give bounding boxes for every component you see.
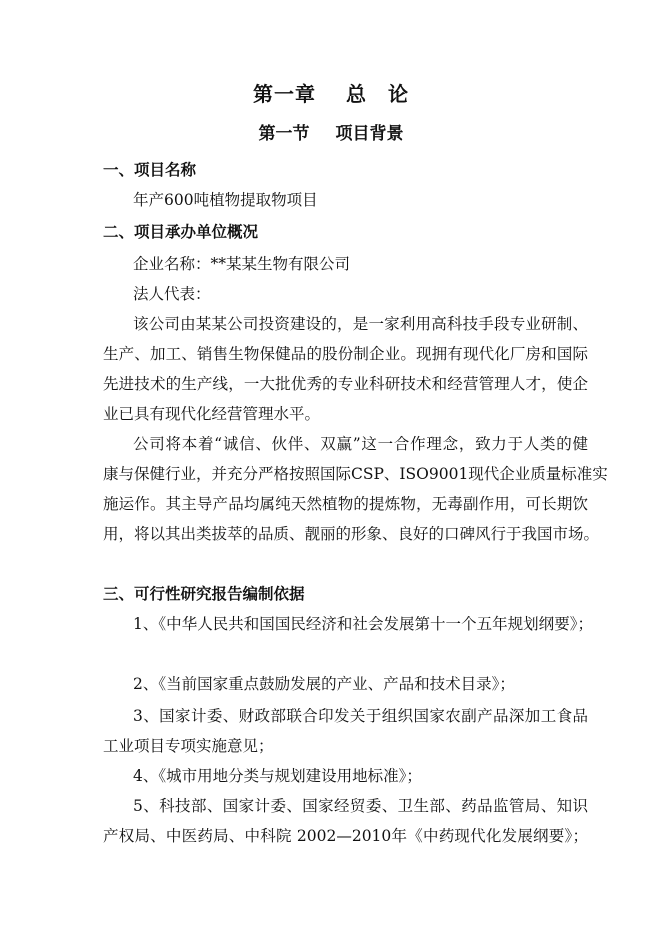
chapter-number: 第一章 — [253, 82, 316, 106]
section-title — [0, 124, 662, 144]
section-name: 项目背景 — [335, 124, 404, 144]
basis-item: 4、《城市用地分类与规划建设用地标准》； — [133, 767, 422, 785]
basis-item: 5、科技部、国家计委、国家经贸委、卫生部、药品监管局、知识 — [133, 797, 588, 815]
para1-line: 先进技术的生产线，一大批优秀的专业科研技术和经营管理人才，使企 — [103, 375, 588, 393]
heading-company-overview: 二、项目承办单位概况 — [103, 222, 259, 241]
para2-line: 用，将以其出类拔萃的品质、靓丽的形象、良好的口碑风行于我国市场。 — [103, 525, 600, 543]
heading-project-name: 一、项目名称 — [103, 160, 197, 179]
basis-item: 1、《中华人民共和国国民经济和社会发展第十一个五年规划纲要》； — [133, 615, 593, 633]
heading-basis: 三、可行性研究报告编制依据 — [103, 584, 305, 603]
chapter-title — [0, 84, 662, 104]
basis-item-continued: 工业项目专项实施意见； — [103, 737, 274, 755]
para1-line: 业已具有现代化经营管理水平。 — [103, 405, 321, 423]
legal-rep-text: 法人代表： — [133, 285, 211, 303]
company-name-text: 企业名称：**某某生物有限公司 — [133, 255, 351, 273]
para2-line: 施运作。其主导产品均属纯天然植物的提炼物，无毒副作用，可长期饮 — [103, 495, 588, 513]
basis-item-continued: 产权局、中医药局、中科院 2002—2010年《中药现代化发展纲要》； — [103, 827, 588, 845]
para1-line: 生产、加工、销售生物保健品的股份制企业。现拥有现代化厂房和国际 — [103, 345, 588, 363]
section-number: 第一节 — [258, 124, 310, 144]
project-name-text: 年产600吨植物提取物项目 — [133, 191, 318, 209]
basis-item: 3、国家计委、财政部联合印发关于组织国家农副产品深加工食品 — [133, 707, 588, 725]
para2-line: 康与保健行业，并充分严格按照国际CSP、ISO9001现代企业质量标准实 — [103, 465, 608, 483]
para1-line: 该公司由某某公司投资建设的，是一家利用高科技手段专业研制、 — [133, 315, 588, 333]
basis-item: 2、《当前国家重点鼓励发展的产业、产品和技术目录》； — [133, 675, 515, 693]
para2-line: 公司将本着“诚信、伙伴、双赢”这一合作理念，致力于人类的健 — [133, 435, 588, 453]
chapter-name: 总 论 — [346, 82, 409, 106]
